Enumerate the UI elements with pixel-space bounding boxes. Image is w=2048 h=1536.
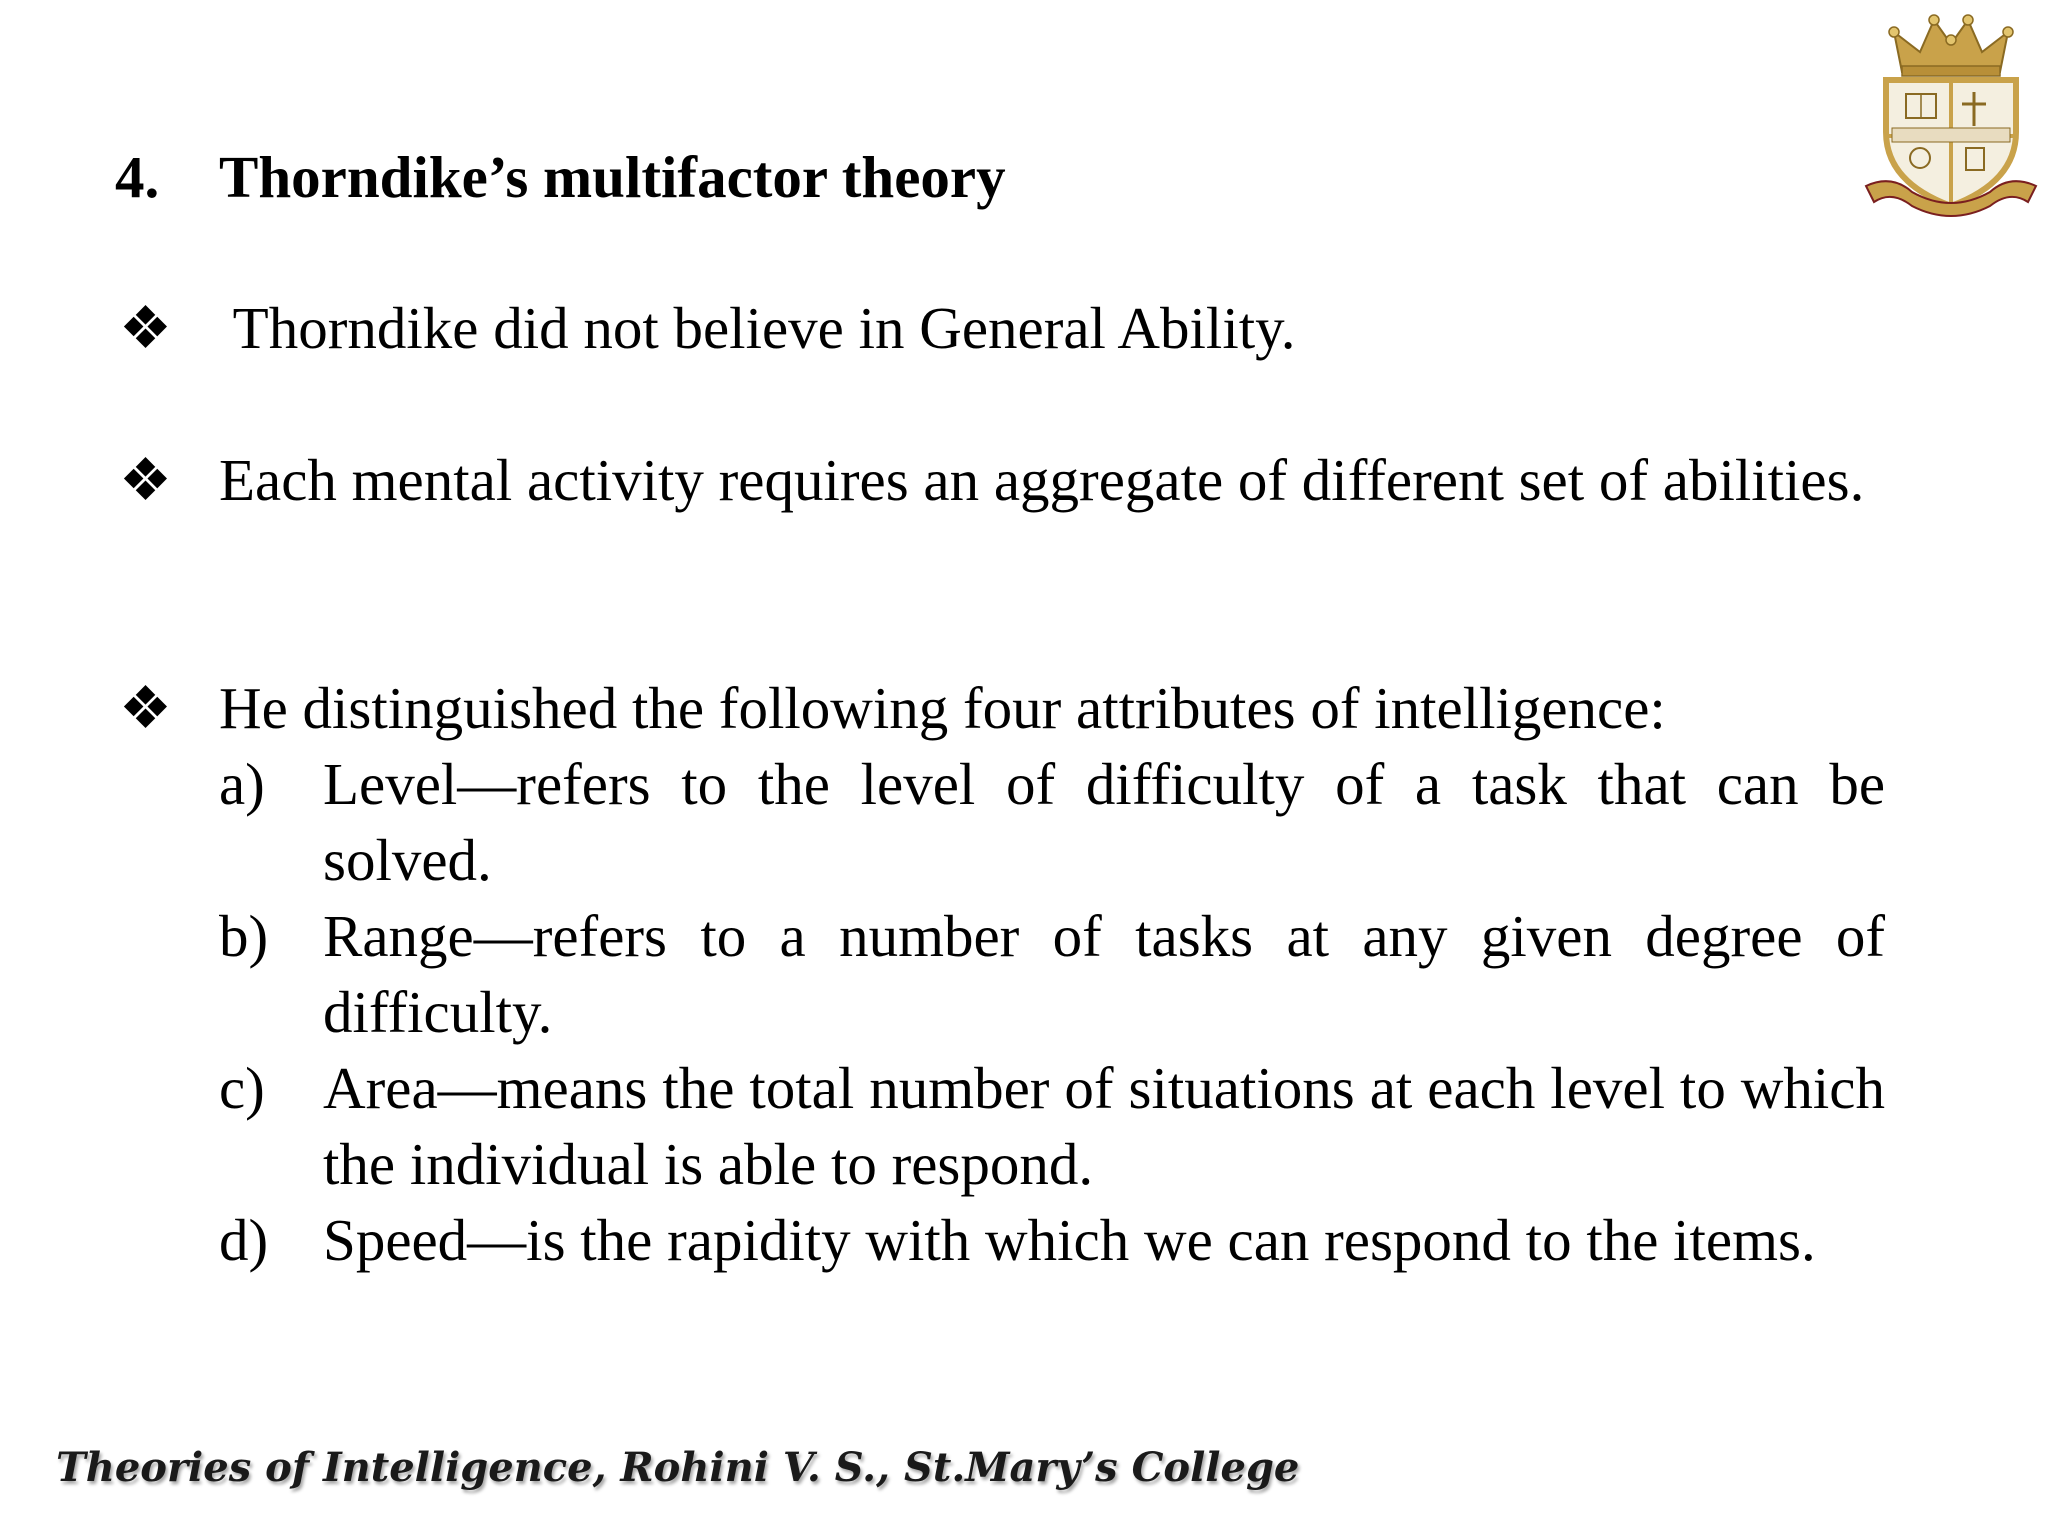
bullet-item-mental-activity [115,442,1885,518]
sub-item-text: Level—refers to the level of difficulty of a task that can be solved. [323,751,1885,893]
sub-item-text: Range—refers to a number of tasks at any given degree of difficulty. [323,903,1885,1045]
bullet-diamond-icon: ❖ [119,447,172,513]
crown-icon [1889,15,2013,76]
sub-item-text: Speed—is the rapidity with which we can respond to the items. [323,1207,1816,1273]
sub-item-letter: d) [219,1207,269,1273]
sub-item-letter: c) [219,1055,265,1121]
sub-item-letter: a) [219,751,265,817]
bullet-diamond-icon: ❖ [119,295,172,361]
bullet-item-four-attributes [115,670,1885,1278]
slide-footer: Theories of Intelligence, Rohini V. S., St.Mary’s College [56,1444,1300,1491]
bullet-item-general-ability [115,290,1885,366]
sub-item-level [219,746,1885,898]
sub-item-letter: b) [219,903,269,969]
bullet-diamond-icon: ❖ [119,675,172,741]
heading-title: Thorndike’s multifactor theory [219,144,1006,210]
sub-item-area [219,1050,1885,1202]
slide-heading [115,140,1006,214]
heading-number: 4. [115,144,160,210]
bullet-text: Thorndike did not believe in General Ability. [219,295,1296,361]
bullet-body [219,670,1885,1278]
college-crest-icon [1862,14,2040,224]
bullet-text: He distinguished the following four attributes of intelligence: [219,675,1666,741]
bullet-text: Each mental activity requires an aggregate of different set of abilities. [219,447,1865,513]
sub-item-text: Area—means the total number of situations at each level to which the individual is able to respond. [323,1055,1885,1197]
sub-item-range [219,898,1885,1050]
sub-item-speed [219,1202,1885,1278]
